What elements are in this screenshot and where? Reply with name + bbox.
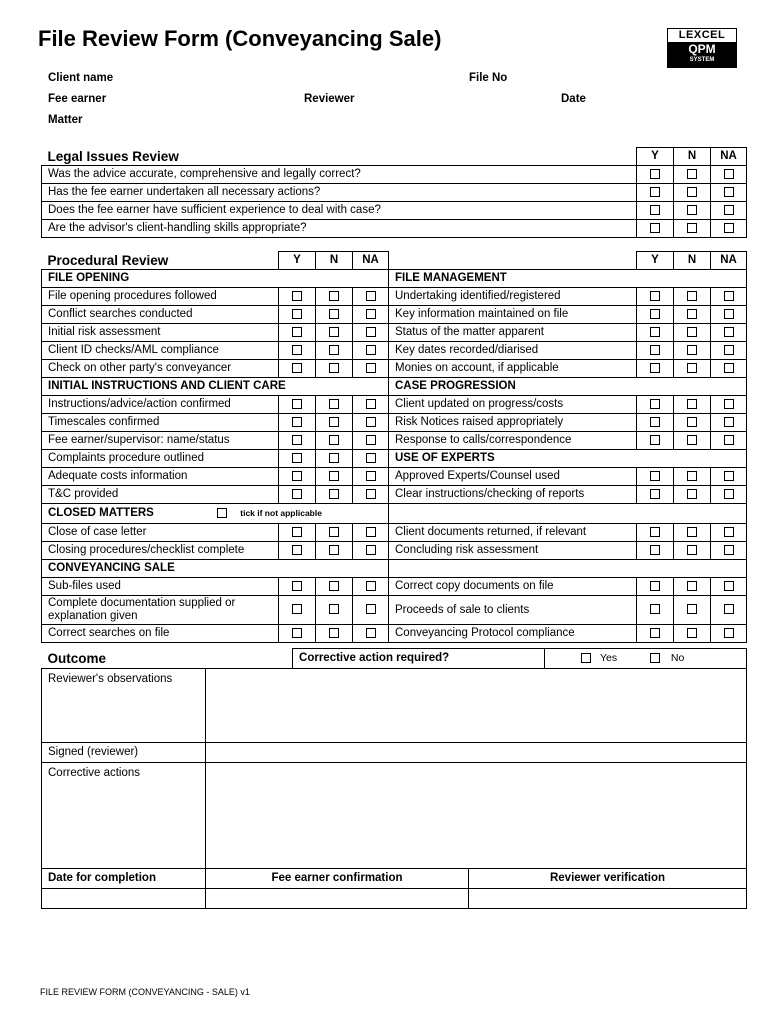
checkbox-n[interactable] bbox=[329, 471, 339, 481]
fee-earner-label: Fee earner bbox=[48, 93, 107, 105]
checkbox-na[interactable] bbox=[724, 309, 734, 319]
checkbox-n[interactable] bbox=[329, 604, 339, 614]
col-y: Y bbox=[637, 148, 674, 166]
table-row bbox=[42, 578, 747, 596]
checkbox-n[interactable] bbox=[329, 417, 339, 427]
question: Has the fee earner undertaken all necessary actions? bbox=[42, 184, 637, 202]
fee-earner-confirmation-field[interactable] bbox=[206, 888, 469, 908]
checkbox-na[interactable] bbox=[366, 291, 376, 301]
item-label: Status of the matter apparent bbox=[389, 324, 637, 342]
item-label: Conveyancing Protocol compliance bbox=[389, 625, 637, 643]
outcome-table bbox=[41, 648, 747, 909]
checkbox-na[interactable] bbox=[366, 309, 376, 319]
date-label: Date bbox=[561, 93, 586, 105]
col-y: Y bbox=[637, 252, 674, 270]
checkbox-na[interactable] bbox=[366, 453, 376, 463]
question: Was the advice accurate, comprehensive and legally correct? bbox=[42, 166, 637, 184]
checkbox-y[interactable] bbox=[292, 327, 302, 337]
item-label: Clear instructions/checking of reports bbox=[389, 486, 637, 504]
table-row bbox=[42, 306, 747, 324]
page-title: File Review Form (Conveyancing Sale) bbox=[38, 26, 442, 51]
col-n: N bbox=[674, 252, 711, 270]
checkbox-y[interactable] bbox=[650, 205, 660, 215]
checkbox-na[interactable] bbox=[724, 345, 734, 355]
checkbox-n[interactable] bbox=[687, 628, 697, 638]
item-label: Adequate costs information bbox=[42, 468, 279, 486]
date-completion-field[interactable] bbox=[42, 888, 206, 908]
checkbox-na[interactable] bbox=[366, 435, 376, 445]
checkbox-na[interactable] bbox=[366, 363, 376, 373]
no-label: No bbox=[670, 651, 685, 664]
checkbox-y[interactable] bbox=[292, 628, 302, 638]
initial-instructions-heading: INITIAL INSTRUCTIONS AND CLIENT CARE bbox=[42, 378, 389, 396]
checkbox-n[interactable] bbox=[687, 187, 697, 197]
item-label: Correct copy documents on file bbox=[389, 578, 637, 596]
logo-top-text: LEXCEL bbox=[667, 28, 737, 42]
checkbox-n[interactable] bbox=[329, 527, 339, 537]
checkbox-y[interactable] bbox=[650, 291, 660, 301]
item-label: Response to calls/correspondence bbox=[389, 432, 637, 450]
checkbox-na[interactable] bbox=[724, 604, 734, 614]
item-label: Initial risk assessment bbox=[42, 324, 279, 342]
table-row bbox=[42, 450, 747, 468]
checkbox-na[interactable] bbox=[366, 489, 376, 499]
checkbox-y[interactable] bbox=[650, 435, 660, 445]
item-label: Sub-files used bbox=[42, 578, 279, 596]
logo-sub-text: SYSTEM bbox=[689, 57, 715, 63]
item-label: T&C provided bbox=[42, 486, 279, 504]
checkbox-n[interactable] bbox=[329, 363, 339, 373]
table-row bbox=[42, 542, 747, 560]
yes-label: Yes bbox=[599, 651, 618, 664]
closed-matters-title: CLOSED MATTERS bbox=[48, 507, 154, 519]
item-label: Instructions/advice/action confirmed bbox=[42, 396, 279, 414]
legal-issues-table bbox=[41, 147, 747, 238]
checkbox-na[interactable] bbox=[366, 471, 376, 481]
lexcel-logo bbox=[667, 28, 737, 68]
signed-field[interactable] bbox=[206, 742, 747, 762]
table-row bbox=[42, 396, 747, 414]
checkbox-y[interactable] bbox=[292, 363, 302, 373]
checkbox-na[interactable] bbox=[724, 327, 734, 337]
table-row bbox=[42, 202, 747, 220]
item-label: Monies on account, if applicable bbox=[389, 360, 637, 378]
fee-earner-confirmation-label: Fee earner confirmation bbox=[206, 868, 469, 888]
item-label: Client updated on progress/costs bbox=[389, 396, 637, 414]
table-row bbox=[42, 524, 747, 542]
table-row bbox=[42, 184, 747, 202]
col-n: N bbox=[674, 148, 711, 166]
table-row bbox=[42, 288, 747, 306]
checkbox-n[interactable] bbox=[687, 205, 697, 215]
item-label: Client documents returned, if relevant bbox=[389, 524, 637, 542]
checkbox-n[interactable] bbox=[687, 327, 697, 337]
table-row bbox=[42, 324, 747, 342]
spacer bbox=[389, 560, 747, 578]
question: Does the fee earner have sufficient experience to deal with case? bbox=[42, 202, 637, 220]
col-y: Y bbox=[279, 252, 316, 270]
checkbox-n[interactable] bbox=[687, 545, 697, 555]
table-row bbox=[42, 166, 747, 184]
checkbox-n[interactable] bbox=[687, 223, 697, 233]
checkbox-n[interactable] bbox=[687, 169, 697, 179]
checkbox-na[interactable] bbox=[366, 345, 376, 355]
checkbox-y[interactable] bbox=[292, 291, 302, 301]
checkbox-n[interactable] bbox=[687, 363, 697, 373]
checkbox-y[interactable] bbox=[650, 187, 660, 197]
checkbox-n[interactable] bbox=[329, 489, 339, 499]
table-row bbox=[42, 596, 747, 625]
checkbox-y[interactable] bbox=[650, 545, 660, 555]
checkbox-n[interactable] bbox=[329, 345, 339, 355]
col-na: NA bbox=[353, 252, 389, 270]
logo-main-text: QPM bbox=[688, 42, 716, 56]
file-opening-heading: FILE OPENING bbox=[42, 270, 389, 288]
client-name-label: Client name bbox=[48, 72, 114, 84]
corrective-actions-label: Corrective actions bbox=[42, 762, 206, 868]
checkbox-na[interactable] bbox=[724, 187, 734, 197]
table-row bbox=[42, 432, 747, 450]
spacer bbox=[389, 252, 637, 270]
checkbox-na[interactable] bbox=[366, 417, 376, 427]
item-label: Correct searches on file bbox=[42, 625, 279, 643]
table-row bbox=[42, 486, 747, 504]
closed-matters-heading bbox=[42, 504, 389, 524]
date-completion-label: Date for completion bbox=[42, 868, 206, 888]
conveyancing-sale-heading: CONVEYANCING SALE bbox=[42, 560, 389, 578]
corrective-options bbox=[545, 649, 747, 669]
checkbox-y[interactable] bbox=[650, 628, 660, 638]
checkbox-y[interactable] bbox=[650, 345, 660, 355]
item-label: Conflict searches conducted bbox=[42, 306, 279, 324]
checkbox-y[interactable] bbox=[292, 345, 302, 355]
checkbox-yes[interactable] bbox=[581, 653, 591, 663]
checkbox-y[interactable] bbox=[650, 327, 660, 337]
checkbox-n[interactable] bbox=[687, 417, 697, 427]
checkbox-no[interactable] bbox=[650, 653, 660, 663]
checkbox-na[interactable] bbox=[724, 417, 734, 427]
checkbox-y[interactable] bbox=[650, 527, 660, 537]
checkbox-n[interactable] bbox=[687, 527, 697, 537]
spacer bbox=[389, 504, 747, 524]
checkbox-n[interactable] bbox=[687, 581, 697, 591]
checkbox-n[interactable] bbox=[687, 345, 697, 355]
item-label: Key dates recorded/diarised bbox=[389, 342, 637, 360]
checkbox-y[interactable] bbox=[292, 527, 302, 537]
checkbox-na[interactable] bbox=[724, 527, 734, 537]
item-label: Complaints procedure outlined bbox=[42, 450, 279, 468]
checkbox-n[interactable] bbox=[687, 471, 697, 481]
checkbox-y[interactable] bbox=[292, 453, 302, 463]
checkbox-na[interactable] bbox=[366, 545, 376, 555]
checkbox-y[interactable] bbox=[650, 223, 660, 233]
checkbox-y[interactable] bbox=[650, 399, 660, 409]
checkbox-n[interactable] bbox=[329, 309, 339, 319]
item-label: Client ID checks/AML compliance bbox=[42, 342, 279, 360]
checkbox-na[interactable] bbox=[366, 628, 376, 638]
item-label: Closing procedures/checklist complete bbox=[42, 542, 279, 560]
reviewer-verification-label: Reviewer verification bbox=[469, 868, 747, 888]
checkbox-y[interactable] bbox=[292, 489, 302, 499]
checkbox-na[interactable] bbox=[724, 205, 734, 215]
checkbox-n[interactable] bbox=[687, 399, 697, 409]
checkbox-n[interactable] bbox=[329, 435, 339, 445]
checkbox-y[interactable] bbox=[292, 399, 302, 409]
item-label: Complete documentation supplied or explanation given bbox=[42, 596, 279, 625]
checkbox-na[interactable] bbox=[724, 223, 734, 233]
checkbox-y[interactable] bbox=[292, 581, 302, 591]
reviewer-label: Reviewer bbox=[304, 93, 355, 105]
checkbox-y[interactable] bbox=[650, 604, 660, 614]
table-row bbox=[42, 468, 747, 486]
file-management-heading: FILE MANAGEMENT bbox=[389, 270, 747, 288]
table-row bbox=[42, 360, 747, 378]
not-applicable-note: tick if not applicable bbox=[240, 508, 322, 518]
table-row bbox=[42, 342, 747, 360]
item-label: Proceeds of sale to clients bbox=[389, 596, 637, 625]
checkbox-y[interactable] bbox=[650, 417, 660, 427]
procedural-review-title: Procedural Review bbox=[42, 252, 279, 270]
checkbox-n[interactable] bbox=[687, 291, 697, 301]
legal-issues-title: Legal Issues Review bbox=[42, 148, 637, 166]
checkbox-na[interactable] bbox=[366, 581, 376, 591]
checkbox-y[interactable] bbox=[292, 309, 302, 319]
checkbox-na[interactable] bbox=[724, 489, 734, 499]
checkbox-y[interactable] bbox=[292, 604, 302, 614]
question: Are the advisor's client-handling skills appropriate? bbox=[42, 220, 637, 238]
checkbox-na[interactable] bbox=[366, 527, 376, 537]
table-row bbox=[42, 414, 747, 432]
checkbox-n[interactable] bbox=[329, 628, 339, 638]
checkbox-n[interactable] bbox=[329, 399, 339, 409]
item-label: File opening procedures followed bbox=[42, 288, 279, 306]
checkbox-y[interactable] bbox=[650, 309, 660, 319]
checkbox-na[interactable] bbox=[366, 399, 376, 409]
use-of-experts-heading: USE OF EXPERTS bbox=[389, 450, 747, 468]
checkbox-n[interactable] bbox=[329, 327, 339, 337]
corrective-actions-field[interactable] bbox=[206, 762, 747, 868]
checkbox-y[interactable] bbox=[650, 581, 660, 591]
table-row bbox=[42, 625, 747, 643]
checkbox-y[interactable] bbox=[650, 471, 660, 481]
checkbox-na[interactable] bbox=[724, 628, 734, 638]
checkbox-na[interactable] bbox=[724, 399, 734, 409]
checkbox-y[interactable] bbox=[292, 545, 302, 555]
outcome-title: Outcome bbox=[42, 649, 293, 669]
file-no-label: File No bbox=[469, 72, 508, 84]
checkbox-na[interactable] bbox=[724, 471, 734, 481]
checkbox-y[interactable] bbox=[292, 471, 302, 481]
checkbox-n[interactable] bbox=[687, 604, 697, 614]
item-label: Concluding risk assessment bbox=[389, 542, 637, 560]
checkbox-na[interactable] bbox=[724, 291, 734, 301]
checkbox-n[interactable] bbox=[329, 291, 339, 301]
logo-badge bbox=[667, 42, 737, 68]
item-label: Undertaking identified/registered bbox=[389, 288, 637, 306]
checkbox-n[interactable] bbox=[329, 453, 339, 463]
checkbox-y[interactable] bbox=[650, 169, 660, 179]
observations-label: Reviewer's observations bbox=[42, 668, 206, 742]
item-label: Approved Experts/Counsel used bbox=[389, 468, 637, 486]
col-na: NA bbox=[711, 252, 747, 270]
checkbox-not-applicable[interactable] bbox=[217, 508, 227, 518]
item-label: Key information maintained on file bbox=[389, 306, 637, 324]
observations-field[interactable] bbox=[206, 668, 747, 742]
checkbox-na[interactable] bbox=[366, 604, 376, 614]
corrective-question: Corrective action required? bbox=[293, 649, 545, 669]
table-row bbox=[42, 220, 747, 238]
checkbox-n[interactable] bbox=[687, 309, 697, 319]
checkbox-y[interactable] bbox=[292, 417, 302, 427]
checkbox-y[interactable] bbox=[650, 363, 660, 373]
checkbox-n[interactable] bbox=[329, 545, 339, 555]
reviewer-verification-field[interactable] bbox=[469, 888, 747, 908]
checkbox-na[interactable] bbox=[724, 545, 734, 555]
case-progression-heading: CASE PROGRESSION bbox=[389, 378, 747, 396]
signed-label: Signed (reviewer) bbox=[42, 742, 206, 762]
item-label: Close of case letter bbox=[42, 524, 279, 542]
checkbox-na[interactable] bbox=[366, 327, 376, 337]
checkbox-na[interactable] bbox=[724, 435, 734, 445]
col-n: N bbox=[316, 252, 353, 270]
checkbox-n[interactable] bbox=[687, 489, 697, 499]
procedural-review-table bbox=[41, 251, 747, 643]
checkbox-n[interactable] bbox=[329, 581, 339, 591]
checkbox-na[interactable] bbox=[724, 581, 734, 591]
item-label: Timescales confirmed bbox=[42, 414, 279, 432]
footer-text: FILE REVIEW FORM (CONVEYANCING - SALE) v1 bbox=[40, 987, 250, 997]
checkbox-y[interactable] bbox=[292, 435, 302, 445]
item-label: Fee earner/supervisor: name/status bbox=[42, 432, 279, 450]
item-label: Risk Notices raised appropriately bbox=[389, 414, 637, 432]
item-label: Check on other party's conveyancer bbox=[42, 360, 279, 378]
checkbox-y[interactable] bbox=[650, 489, 660, 499]
col-na: NA bbox=[711, 148, 747, 166]
checkbox-n[interactable] bbox=[687, 435, 697, 445]
matter-label: Matter bbox=[48, 114, 83, 126]
checkbox-na[interactable] bbox=[724, 169, 734, 179]
checkbox-na[interactable] bbox=[724, 363, 734, 373]
